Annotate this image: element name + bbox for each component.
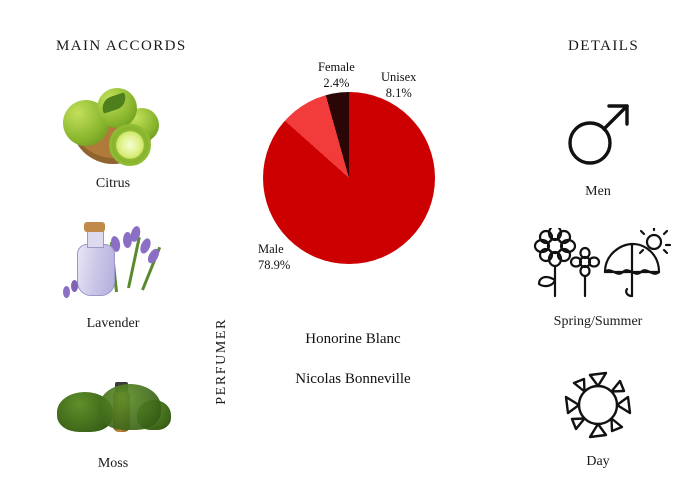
perfumer-name: Nicolas Bonneville xyxy=(295,371,411,387)
perfumer-section-label: PERFUMER xyxy=(214,318,229,405)
citrus-illustration-icon xyxy=(53,82,173,170)
detail-label: Day xyxy=(586,454,610,469)
accord-item-lavender xyxy=(28,222,198,332)
accord-item-moss xyxy=(28,362,198,472)
pie-label-female-name: Female xyxy=(318,60,355,74)
pie-label-unisex xyxy=(381,70,416,101)
pie-label-male xyxy=(258,242,290,273)
sun-icon xyxy=(508,362,688,448)
gender-pie-chart xyxy=(263,92,435,264)
pie-label-female-value: 2.4% xyxy=(323,75,350,90)
pie-label-male-name: Male xyxy=(258,242,284,256)
detail-label: Spring/Summer xyxy=(553,314,643,329)
moss-illustration-icon xyxy=(53,362,173,450)
flower-parasol-sun-icon xyxy=(508,222,688,308)
detail-label: Men xyxy=(585,184,611,199)
accord-label: Moss xyxy=(97,456,129,471)
accord-item-citrus xyxy=(28,82,198,192)
pie-slices xyxy=(263,92,435,264)
pie-label-unisex-name: Unisex xyxy=(381,70,417,84)
accord-label: Citrus xyxy=(95,176,131,191)
accord-label: Lavender xyxy=(86,316,140,331)
pie-label-female xyxy=(318,60,355,91)
mars-gender-icon xyxy=(508,92,688,178)
pie-label-male-value: 78.9% xyxy=(258,257,291,272)
perfumer-name: Honorine Blanc xyxy=(305,331,401,347)
lavender-illustration-icon xyxy=(53,222,173,310)
details-header: DETAILS xyxy=(568,38,640,54)
detail-item-season xyxy=(508,222,688,330)
main-accords-header: MAIN ACCORDS xyxy=(56,38,187,54)
detail-item-time-of-day xyxy=(508,362,688,470)
pie-label-unisex-value: 8.1% xyxy=(385,85,412,100)
detail-item-gender xyxy=(508,92,688,200)
